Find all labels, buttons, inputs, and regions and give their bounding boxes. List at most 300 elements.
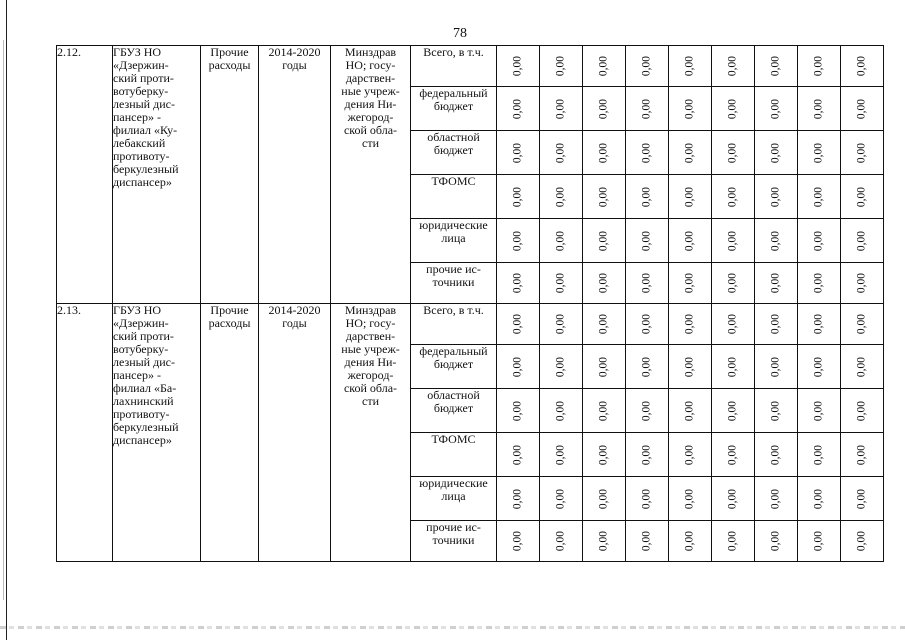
value-text: 0,00 — [511, 272, 524, 294]
value-cell — [841, 304, 884, 345]
value-text: 0,00 — [554, 55, 567, 77]
value-text: 0,00 — [640, 356, 653, 377]
organization-name-line: лезный дис- — [113, 355, 175, 369]
value-cell — [712, 345, 755, 389]
value-text: 0,00 — [554, 313, 567, 335]
responsible-party-line: ской обла- — [343, 123, 398, 137]
funding-source — [411, 389, 497, 433]
value-text: 0,00 — [769, 356, 782, 377]
value-text: 0,00 — [683, 444, 696, 465]
value-cell — [626, 87, 669, 131]
value-cell — [755, 219, 798, 263]
organization-name-line: пансер» - — [113, 110, 161, 124]
value-cell — [712, 87, 755, 131]
responsible-party-line: дения Ни- — [344, 97, 397, 111]
value-cell — [497, 46, 540, 87]
value-text: 0,00 — [554, 356, 567, 377]
value-text: 0,00 — [597, 55, 610, 77]
value-cell — [755, 131, 798, 175]
value-cell — [841, 345, 884, 389]
value-cell — [583, 87, 626, 131]
value-cell — [669, 345, 712, 389]
value-cell — [841, 175, 884, 219]
value-text: 0,00 — [812, 488, 825, 509]
organization-name-line: вотуберку- — [113, 342, 169, 356]
funding-source-line: бюджет — [433, 143, 474, 157]
value-cell — [497, 477, 540, 521]
value-cell — [669, 304, 712, 345]
value-text: 0,00 — [769, 444, 782, 465]
organization-name-line: диспансер» — [113, 175, 172, 189]
responsible-party-line: жегород- — [347, 110, 394, 124]
value-text: 0,00 — [726, 55, 739, 77]
value-cell — [798, 521, 841, 562]
value-text: 0,00 — [511, 356, 524, 377]
value-text: 0,00 — [597, 400, 610, 421]
funding-source-line: лица — [441, 489, 466, 503]
funding-source-line: областной — [427, 130, 480, 144]
value-text: 0,00 — [726, 488, 739, 509]
value-cell — [626, 219, 669, 263]
value-cell — [798, 433, 841, 477]
value-cell — [669, 477, 712, 521]
funding-source-line: ТФОМС — [431, 174, 476, 188]
value-text: 0,00 — [855, 356, 868, 377]
value-text: 0,00 — [726, 400, 739, 421]
value-cell — [755, 304, 798, 345]
value-text: 0,00 — [769, 186, 782, 207]
value-cell — [626, 389, 669, 433]
value-text: 0,00 — [812, 186, 825, 207]
responsible-party-line: Минздрав — [344, 303, 397, 317]
responsible-party-line: ской обла- — [343, 381, 398, 395]
funding-source-line: федеральный — [419, 344, 488, 358]
value-cell — [755, 477, 798, 521]
value-text: 0,00 — [855, 530, 868, 552]
value-text: 0,00 — [640, 530, 653, 552]
funding-source — [411, 345, 497, 389]
value-cell — [497, 521, 540, 562]
value-text: 0,00 — [683, 272, 696, 294]
value-cell — [712, 219, 755, 263]
value-cell — [798, 263, 841, 304]
value-text: 0,00 — [597, 313, 610, 335]
value-cell — [669, 219, 712, 263]
expense-type — [201, 304, 259, 562]
value-text: 0,00 — [640, 230, 653, 251]
value-cell — [712, 389, 755, 433]
value-cell — [626, 304, 669, 345]
responsible-party-line: дарствен- — [345, 71, 396, 85]
value-cell — [798, 175, 841, 219]
left-margin-shadow — [3, 40, 4, 600]
funding-source-line: точники — [432, 275, 475, 289]
value-text: 0,00 — [769, 98, 782, 119]
value-text: 0,00 — [640, 400, 653, 421]
value-text: 0,00 — [597, 530, 610, 552]
funding-source-line: юридические — [419, 218, 488, 232]
funding-source-line: областной — [427, 388, 480, 402]
expense-type-line: Прочие — [210, 45, 249, 59]
value-text: 0,00 — [683, 313, 696, 335]
value-text: 0,00 — [683, 488, 696, 509]
responsible-party-line: НО; госу- — [345, 316, 396, 330]
value-cell — [497, 304, 540, 345]
value-text: 0,00 — [640, 313, 653, 335]
funding-source-line: точники — [432, 533, 475, 547]
value-text: 0,00 — [640, 488, 653, 509]
value-cell — [497, 87, 540, 131]
value-cell — [755, 175, 798, 219]
value-text: 0,00 — [812, 272, 825, 294]
expense-type-line: расходы — [208, 316, 251, 330]
value-cell — [583, 345, 626, 389]
period-line: 2014-2020 — [268, 303, 321, 317]
value-text: 0,00 — [683, 55, 696, 77]
value-text: 0,00 — [812, 356, 825, 377]
value-text: 0,00 — [812, 444, 825, 465]
responsible-party-line: ные учреж- — [341, 342, 400, 356]
value-cell — [626, 175, 669, 219]
value-cell — [755, 46, 798, 87]
table-row — [57, 46, 884, 87]
responsible-party — [331, 46, 411, 304]
value-cell — [841, 87, 884, 131]
value-cell — [712, 131, 755, 175]
value-text: 0,00 — [812, 98, 825, 119]
value-cell — [497, 131, 540, 175]
value-text: 0,00 — [855, 186, 868, 207]
item-number: 2.13. — [57, 304, 113, 562]
value-cell — [841, 263, 884, 304]
value-text: 0,00 — [855, 488, 868, 509]
value-text: 0,00 — [511, 444, 524, 465]
organization-name-line: диспансер» — [113, 433, 172, 447]
value-text: 0,00 — [855, 230, 868, 251]
value-text: 0,00 — [597, 142, 610, 163]
value-cell — [669, 131, 712, 175]
value-cell — [798, 389, 841, 433]
value-cell — [540, 131, 583, 175]
value-text: 0,00 — [769, 488, 782, 509]
value-text: 0,00 — [726, 313, 739, 335]
responsible-party-line: НО; госу- — [345, 58, 396, 72]
funding-source — [411, 433, 497, 477]
value-cell — [626, 345, 669, 389]
value-text: 0,00 — [855, 313, 868, 335]
value-cell — [626, 433, 669, 477]
value-text: 0,00 — [554, 530, 567, 552]
value-text: 0,00 — [726, 98, 739, 119]
value-text: 0,00 — [855, 98, 868, 119]
funding-source — [411, 219, 497, 263]
organization-name — [113, 304, 201, 562]
funding-source-line: Всего, в т.ч. — [423, 303, 484, 317]
organization-name-line: филиал «Ку- — [113, 123, 178, 137]
funding-source-line: прочие ис- — [426, 520, 481, 534]
funding-source-line: бюджет — [433, 357, 474, 371]
responsible-party-line: дарствен- — [345, 329, 396, 343]
value-cell — [540, 304, 583, 345]
organization-name-line: «Дзержин- — [113, 316, 169, 330]
value-text: 0,00 — [511, 98, 524, 119]
value-text: 0,00 — [554, 272, 567, 294]
value-cell — [798, 477, 841, 521]
period-line: годы — [282, 316, 307, 330]
value-text: 0,00 — [554, 230, 567, 251]
value-cell — [497, 175, 540, 219]
value-text: 0,00 — [812, 530, 825, 552]
value-text: 0,00 — [683, 186, 696, 207]
value-cell — [712, 304, 755, 345]
value-text: 0,00 — [769, 272, 782, 294]
organization-name-line: ский проти- — [113, 71, 174, 85]
value-text: 0,00 — [511, 142, 524, 163]
page-number: 78 — [453, 26, 467, 41]
value-text: 0,00 — [769, 230, 782, 251]
funding-source-line: прочие ис- — [426, 262, 481, 276]
value-cell — [841, 131, 884, 175]
value-text: 0,00 — [683, 230, 696, 251]
value-text: 0,00 — [812, 230, 825, 251]
value-cell — [626, 263, 669, 304]
value-text: 0,00 — [554, 400, 567, 421]
value-cell — [669, 263, 712, 304]
value-cell — [798, 87, 841, 131]
value-cell — [755, 263, 798, 304]
funding-source-line: юридические — [419, 476, 488, 490]
value-text: 0,00 — [511, 230, 524, 251]
value-cell — [755, 521, 798, 562]
value-text: 0,00 — [726, 444, 739, 465]
value-cell — [798, 345, 841, 389]
value-cell — [540, 219, 583, 263]
value-text: 0,00 — [726, 272, 739, 294]
value-cell — [497, 263, 540, 304]
period-line: 2014-2020 — [268, 45, 321, 59]
responsible-party-line: дения Ни- — [344, 355, 397, 369]
value-text: 0,00 — [812, 400, 825, 421]
value-text: 0,00 — [855, 272, 868, 294]
value-text: 0,00 — [769, 530, 782, 552]
value-cell — [626, 46, 669, 87]
value-text: 0,00 — [769, 313, 782, 335]
value-cell — [497, 433, 540, 477]
organization-name-line: ГБУЗ НО — [113, 303, 162, 317]
value-cell — [712, 263, 755, 304]
value-text: 0,00 — [812, 55, 825, 77]
value-cell — [497, 345, 540, 389]
value-cell — [755, 433, 798, 477]
value-text: 0,00 — [683, 142, 696, 163]
value-cell — [497, 219, 540, 263]
value-cell — [755, 389, 798, 433]
expense-type — [201, 46, 259, 304]
funding-source-line: лица — [441, 231, 466, 245]
period — [259, 46, 331, 304]
value-cell — [841, 46, 884, 87]
value-text: 0,00 — [597, 488, 610, 509]
value-cell — [583, 521, 626, 562]
value-text: 0,00 — [511, 186, 524, 207]
value-text: 0,00 — [640, 55, 653, 77]
organization-name-line: лезный дис- — [113, 97, 175, 111]
responsible-party-line: ные учреж- — [341, 84, 400, 98]
value-cell — [540, 263, 583, 304]
funding-source-line: бюджет — [433, 99, 474, 113]
value-cell — [583, 219, 626, 263]
responsible-party-line: жегород- — [347, 368, 394, 382]
value-cell — [841, 219, 884, 263]
value-text: 0,00 — [726, 186, 739, 207]
value-cell — [540, 87, 583, 131]
value-cell — [712, 46, 755, 87]
value-text: 0,00 — [640, 186, 653, 207]
value-cell — [669, 175, 712, 219]
value-cell — [798, 219, 841, 263]
organization-name-line: вотуберку- — [113, 84, 169, 98]
value-cell — [540, 433, 583, 477]
value-cell — [798, 131, 841, 175]
funding-source — [411, 175, 497, 219]
value-text: 0,00 — [511, 530, 524, 552]
value-text: 0,00 — [726, 530, 739, 552]
value-text: 0,00 — [812, 142, 825, 163]
value-cell — [583, 131, 626, 175]
value-cell — [540, 345, 583, 389]
value-cell — [583, 304, 626, 345]
value-cell — [669, 46, 712, 87]
organization-name-line: противоту- — [113, 149, 170, 163]
value-cell — [583, 433, 626, 477]
value-text: 0,00 — [769, 400, 782, 421]
value-text: 0,00 — [812, 313, 825, 335]
value-cell — [626, 477, 669, 521]
funding-source-line: ТФОМС — [431, 432, 476, 446]
value-cell — [540, 389, 583, 433]
funding-source — [411, 521, 497, 562]
value-text: 0,00 — [855, 444, 868, 465]
funding-source — [411, 46, 497, 87]
value-text: 0,00 — [597, 356, 610, 377]
organization-name-line: лахнинский — [113, 394, 174, 408]
funding-source — [411, 477, 497, 521]
value-cell — [669, 433, 712, 477]
value-cell — [798, 304, 841, 345]
value-cell — [540, 477, 583, 521]
value-text: 0,00 — [769, 55, 782, 77]
organization-name-line: лебакский — [113, 136, 166, 150]
item-number: 2.12. — [57, 46, 113, 304]
expense-type-line: расходы — [208, 58, 251, 72]
funding-source-line: Всего, в т.ч. — [423, 45, 484, 59]
value-text: 0,00 — [597, 230, 610, 251]
value-text: 0,00 — [683, 356, 696, 377]
funding-source — [411, 131, 497, 175]
value-cell — [540, 175, 583, 219]
value-text: 0,00 — [597, 272, 610, 294]
value-cell — [755, 345, 798, 389]
value-text: 0,00 — [511, 55, 524, 77]
value-text: 0,00 — [640, 142, 653, 163]
organization-name — [113, 46, 201, 304]
value-text: 0,00 — [511, 400, 524, 421]
value-text: 0,00 — [855, 55, 868, 77]
value-cell — [841, 477, 884, 521]
value-cell — [712, 433, 755, 477]
value-cell — [669, 87, 712, 131]
value-cell — [583, 389, 626, 433]
responsible-party — [331, 304, 411, 562]
value-text: 0,00 — [640, 98, 653, 119]
funding-source — [411, 263, 497, 304]
organization-name-line: филиал «Ба- — [113, 381, 177, 395]
value-cell — [841, 433, 884, 477]
organization-name-line: пансер» - — [113, 368, 161, 382]
value-text: 0,00 — [511, 488, 524, 509]
value-cell — [712, 521, 755, 562]
value-text: 0,00 — [554, 98, 567, 119]
value-cell — [755, 87, 798, 131]
budget-table — [56, 45, 884, 562]
organization-name-line: беркулезный — [113, 420, 179, 434]
value-text: 0,00 — [726, 142, 739, 163]
value-cell — [669, 521, 712, 562]
responsible-party-line: сти — [362, 136, 379, 150]
value-cell — [712, 477, 755, 521]
value-text: 0,00 — [597, 186, 610, 207]
value-text: 0,00 — [726, 230, 739, 251]
value-cell — [540, 521, 583, 562]
funding-source — [411, 87, 497, 131]
value-cell — [798, 46, 841, 87]
value-text: 0,00 — [855, 400, 868, 421]
scan-noise — [0, 626, 905, 629]
value-text: 0,00 — [554, 444, 567, 465]
value-text: 0,00 — [769, 142, 782, 163]
value-text: 0,00 — [640, 272, 653, 294]
table-row — [57, 304, 884, 345]
value-cell — [583, 477, 626, 521]
organization-name-line: ский проти- — [113, 329, 174, 343]
period-line: годы — [282, 58, 307, 72]
value-cell — [583, 263, 626, 304]
value-text: 0,00 — [855, 142, 868, 163]
value-cell — [497, 389, 540, 433]
value-text: 0,00 — [683, 530, 696, 552]
value-text: 0,00 — [683, 400, 696, 421]
funding-source — [411, 304, 497, 345]
value-text: 0,00 — [554, 186, 567, 207]
value-cell — [841, 389, 884, 433]
value-cell — [583, 175, 626, 219]
funding-source-line: федеральный — [419, 86, 488, 100]
period — [259, 304, 331, 562]
left-margin-rule — [6, 0, 7, 640]
responsible-party-line: Минздрав — [344, 45, 397, 59]
value-cell — [669, 389, 712, 433]
value-cell — [583, 46, 626, 87]
value-cell — [712, 175, 755, 219]
value-cell — [626, 521, 669, 562]
value-text: 0,00 — [683, 98, 696, 119]
value-cell — [841, 521, 884, 562]
organization-name-line: противоту- — [113, 407, 170, 421]
value-cell — [540, 46, 583, 87]
expense-type-line: Прочие — [210, 303, 249, 317]
organization-name-line: ГБУЗ НО — [113, 45, 162, 59]
value-text: 0,00 — [726, 356, 739, 377]
